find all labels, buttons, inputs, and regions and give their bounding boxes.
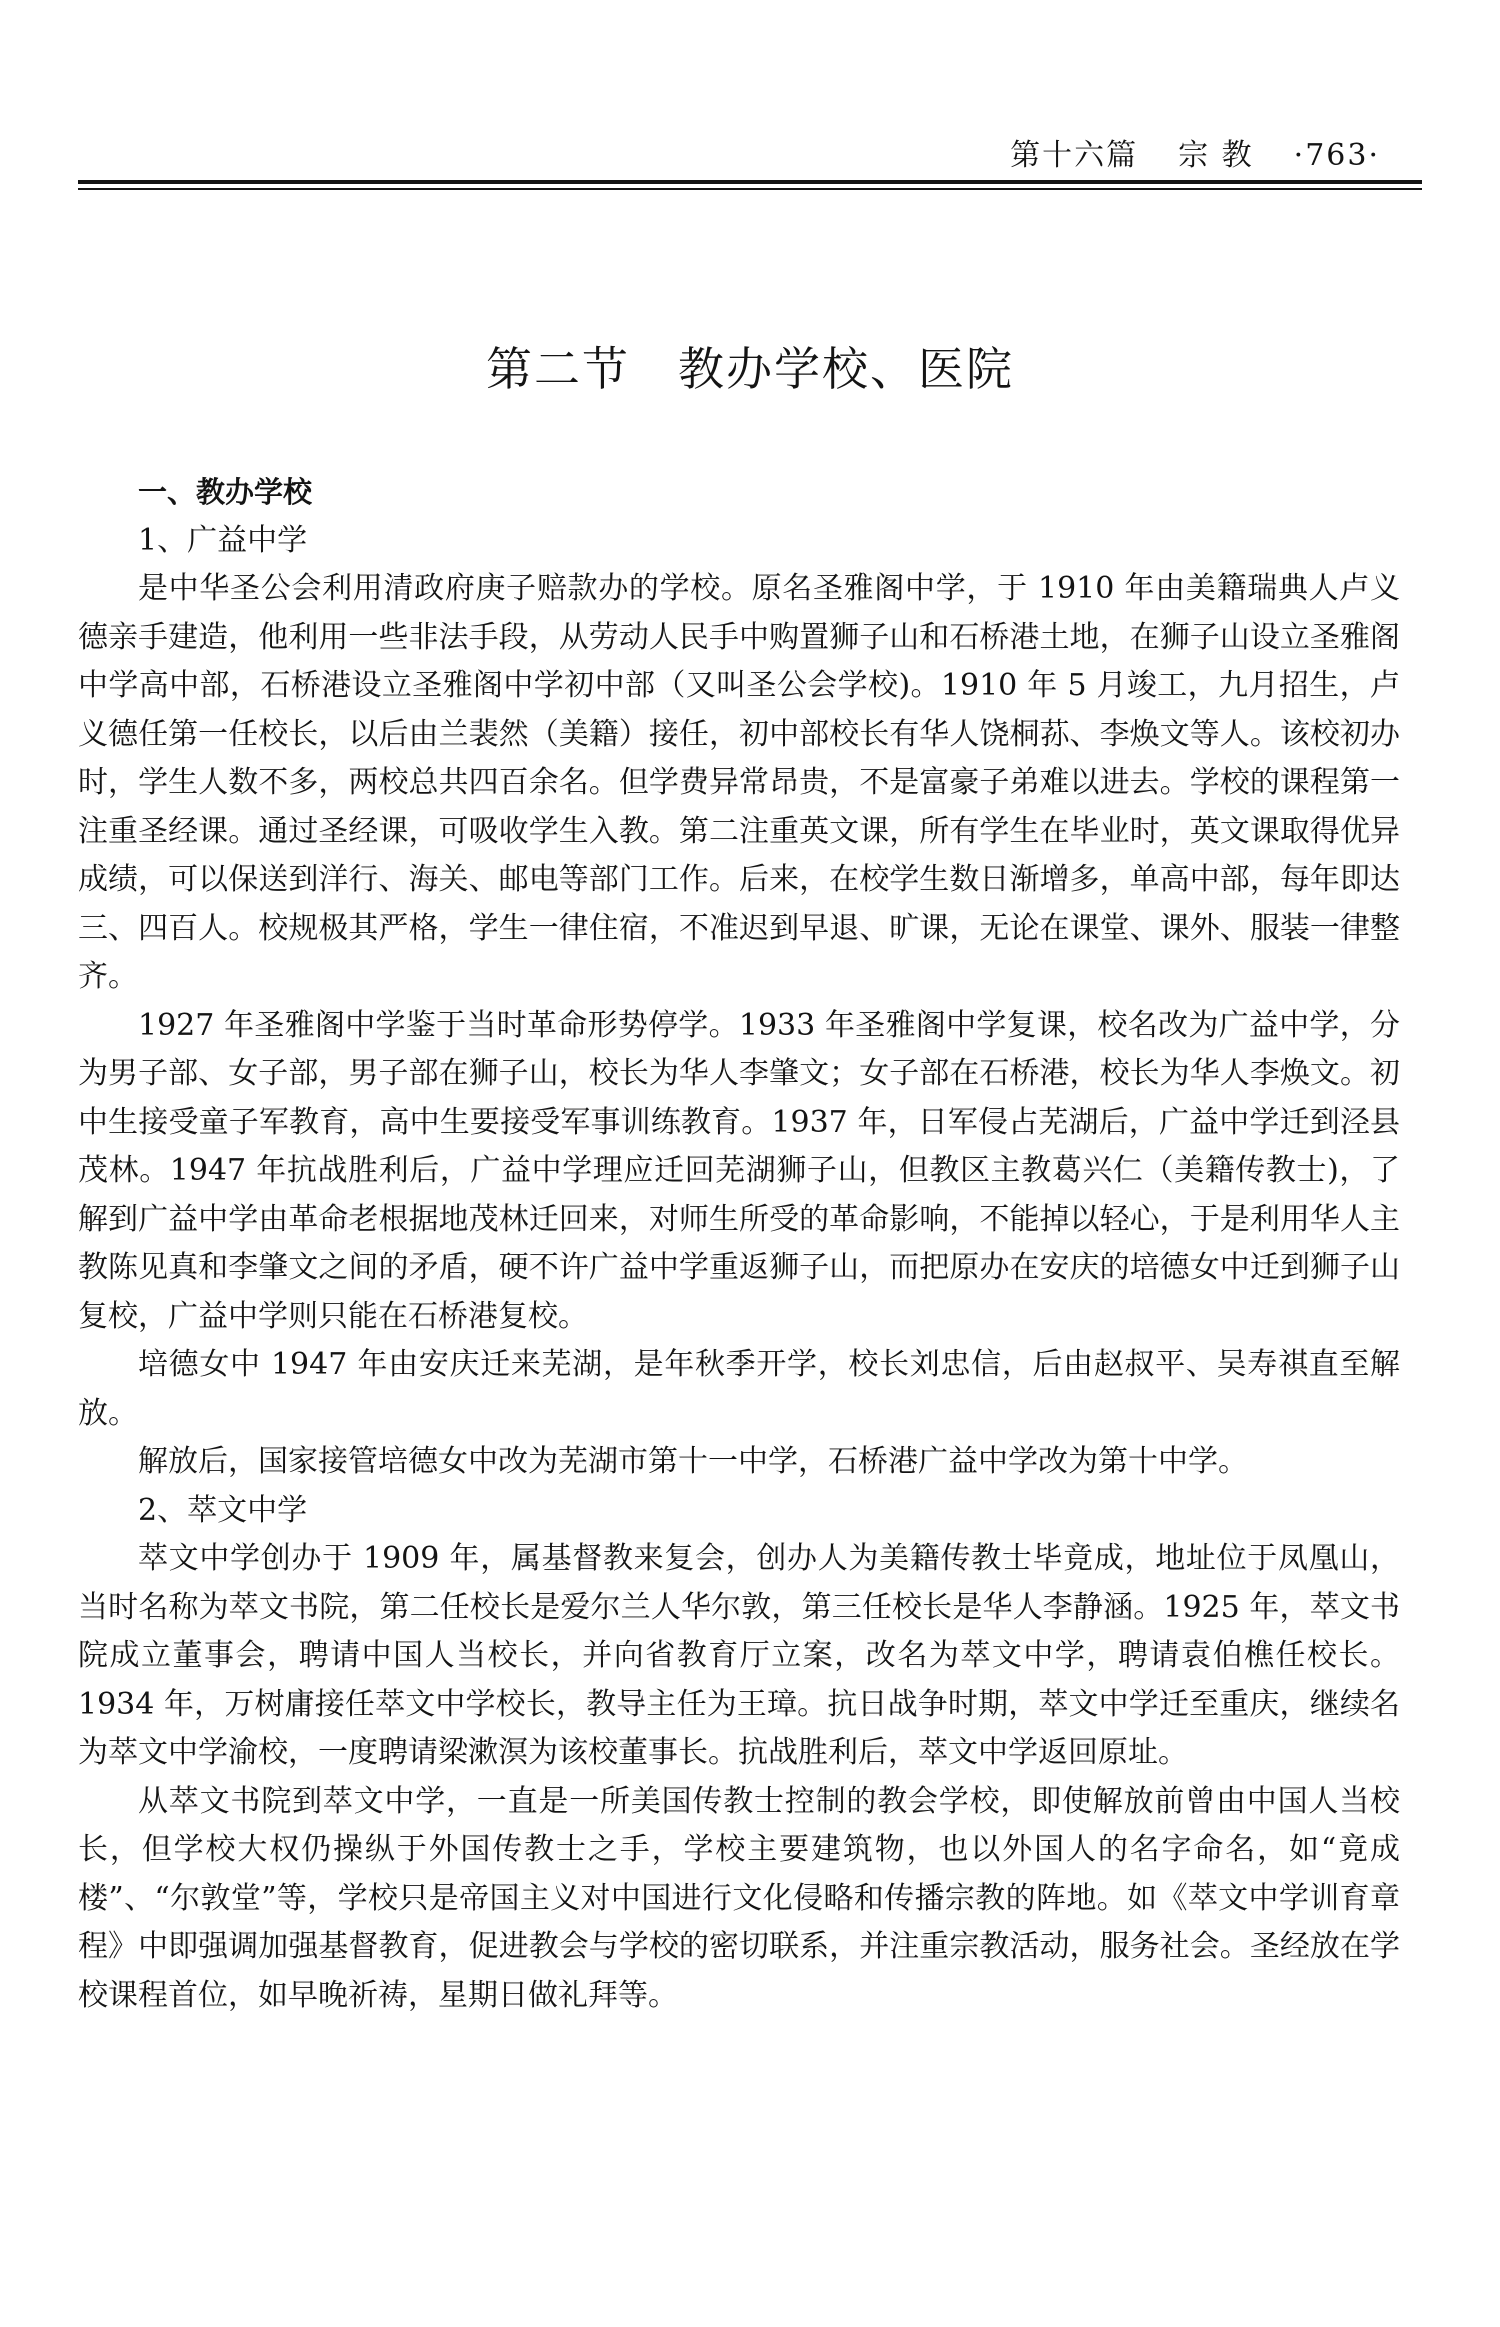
- header-topic: 宗 教: [1178, 138, 1254, 173]
- header-rule-thin: [78, 188, 1422, 190]
- running-header: [1010, 130, 1380, 174]
- paragraph: 培德女中 1947 年由安庆迁来芜湖，是年秋季开学，校长刘忠信，后由赵叔平、吴寿祺直至解放。: [78, 1347, 1400, 1431]
- paragraph: 从萃文书院到萃文中学，一直是一所美国传教士控制的教会学校，即使解放前曾由中国人当校长，但学校大权仍操纵于外国传教士之手，学校主要建筑物，也以外国人的名字命名，如“竟成楼”、“尔敦堂”等，学校只是帝国主义对中国进行文化侵略和传播宗教的阵地。如《萃文中学训育章程》中即强调加强基督教育，促进教会与学校的密切联系，并注重宗教活动，服务社会。圣经放在学校课程首位，如早晚祈祷，星期日做礼拜等。: [78, 1783, 1400, 2013]
- heading-schools: 一、教办学校: [138, 475, 313, 509]
- paragraph: 1927 年圣雅阁中学鉴于当时革命形势停学。1933 年圣雅阁中学复课，校名改为广益中学，分为男子部、女子部，男子部在狮子山，校长为华人李肇文；女子部在石桥港，校长为华人李焕文。初中生接受童子军教育，高中生要接受军事训练教育。1937 年，日军侵占芜湖后，广益中学迁到泾县茂林。1947 年抗战胜利后，广益中学理应迁回芜湖狮子山，但教区主教葛兴仁（美籍传教士)，了解到广益中学由革命老根据地茂林迁回来，对师生所受的革命影响，不能掉以轻心，于是利用华人主教陈见真和李肇文之间的矛盾，硬不许广益中学重返狮子山，而把原办在安庆的培德女中迁到狮子山复校，广益中学则只能在石桥港复校。: [78, 1007, 1400, 1334]
- page-number: ·763·: [1293, 138, 1380, 173]
- section-title: 第二节 教办学校、医院: [486, 342, 1014, 396]
- paragraph: 是中华圣公会利用清政府庚子赔款办的学校。原名圣雅阁中学，于 1910 年由美籍瑞典人卢义德亲手建造，他利用一些非法手段，从劳动人民手中购置狮子山和石桥港土地，在狮子山设立圣雅阁中学高中部，石桥港设立圣雅阁中学初中部（又叫圣公会学校)。1910 年 5 月竣工，九月招生，卢义德任第一任校长，以后由兰裴然（美籍）接任，初中部校长有华人饶桐荪、李焕文等人。该校初办时，学生人数不多，两校总共四百余名。但学费异常昂贵，不是富豪子弟难以进去。学校的课程第一注重圣经课。通过圣经课，可吸收学生入教。第二注重英文课，所有学生在毕业时，英文课取得优异成绩，可以保送到洋行、海关、邮电等部门工作。后来，在校学生数日渐增多，单高中部，每年即达三、四百人。校规极其严格，学生一律住宿，不准迟到早退、旷课，无论在课堂、课外、服装一律整齐。: [78, 571, 1400, 994]
- paragraph: 解放后，国家接管培德女中改为芜湖市第十一中学，石桥港广益中学改为第十中学。: [138, 1444, 1248, 1479]
- header-rule-thick: [78, 180, 1422, 184]
- body-text: [78, 468, 1400, 2020]
- subheading-guangyi: 1、广益中学: [138, 522, 308, 558]
- paragraph: 萃文中学创办于 1909 年，属基督教来复会，创办人为美籍传教士毕竟成，地址位于凤凰山，当时名称为萃文书院，第二任校长是爱尔兰人华尔敦，第三任校长是华人李静涵。1925 年，萃文书院成立董事会，聘请中国人当校长，并向省教育厅立案，改名为萃文中学，聘请袁伯樵任校长。1934 年，万树庸接任萃文中学校长，教导主任为王璋。抗日战争时期，萃文中学迁至重庆，继续名为萃文中学渝校，一度聘请梁漱溟为该校董事长。抗战胜利后，萃文中学返回原址。: [78, 1541, 1400, 1770]
- subheading-cuiwen: 2、萃文中学: [138, 1492, 308, 1528]
- header-chapter: 第十六篇: [1010, 138, 1139, 173]
